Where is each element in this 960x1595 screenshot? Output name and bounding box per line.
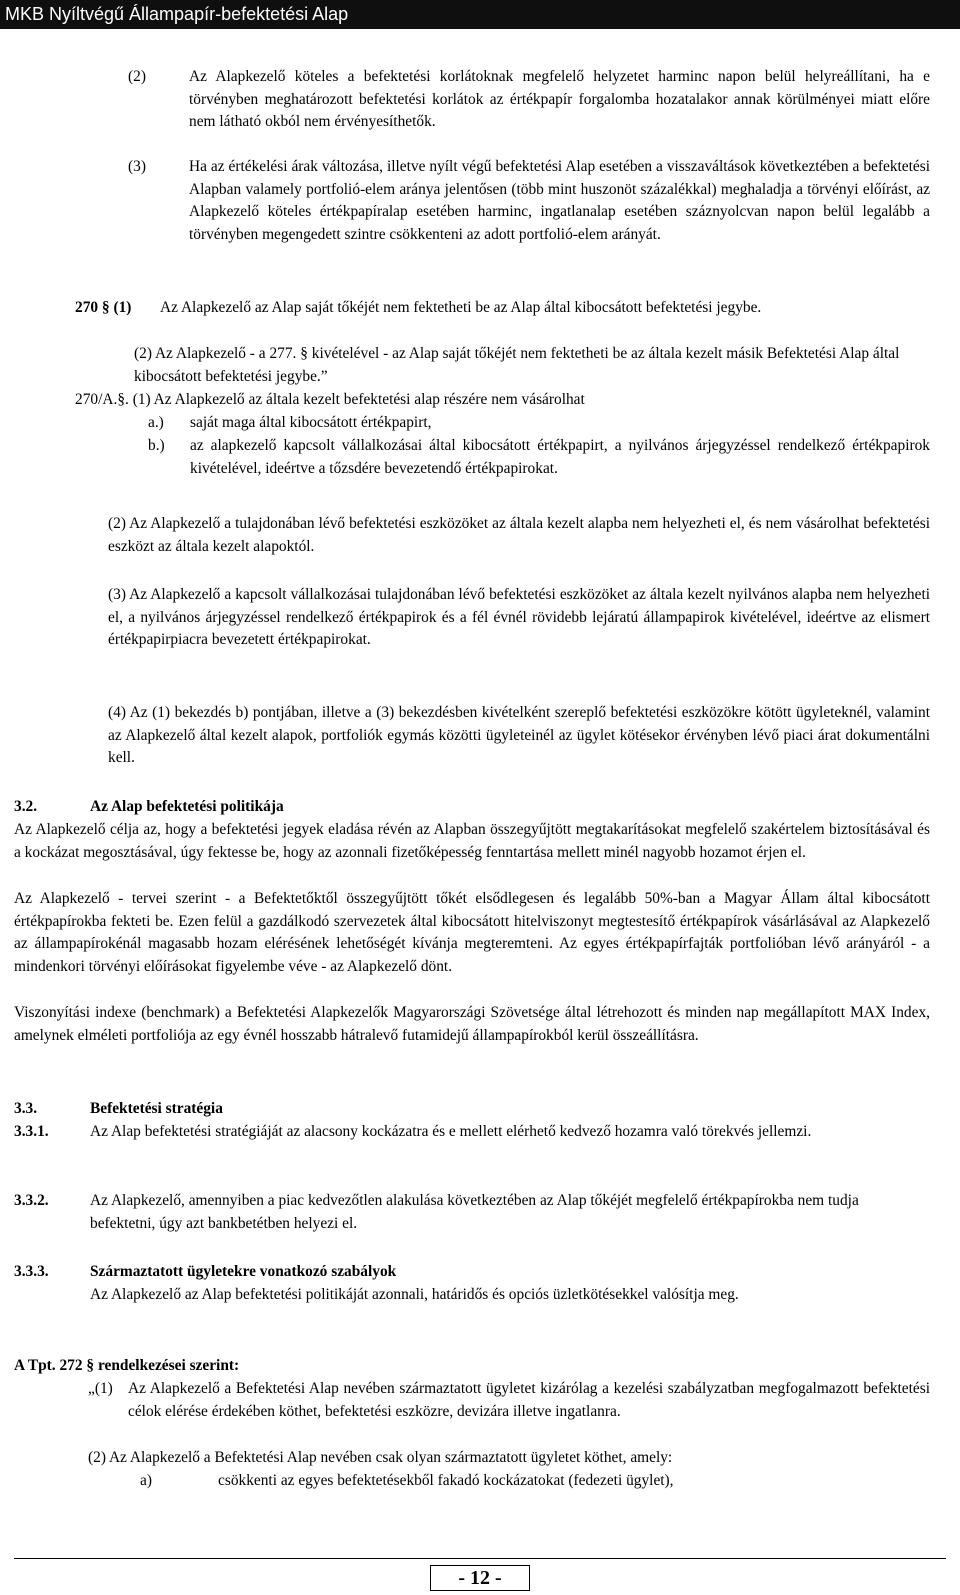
section-270-para-1: Az Alapkezelő az Alap saját tőkéjét nem fektetheti be az Alap által kibocsátott befektetési jegybe. xyxy=(160,299,762,316)
document-title: MKB Nyíltvégű Állampapír-befektetési Alap xyxy=(5,4,349,24)
sub-item-label: a) xyxy=(140,1472,152,1489)
tpt-heading: A Tpt. 272 § rendelkezései szerint: xyxy=(14,1357,240,1374)
section-number: 3.2. xyxy=(14,798,38,815)
footer-rule xyxy=(14,1558,946,1559)
subsection-title: Származtatott ügyletekre vonatkozó szabályok xyxy=(90,1263,397,1280)
subsection-text: Az Alapkezelő, amennyiben a piac kedvezőtlen alakulása következtében az Alap tőkéjét megfelelő értékpapírokba nem tudja befektetni, úgy azt bankbetétben helyezi el. xyxy=(90,1192,859,1232)
item-text: Az Alapkezelő köteles a befektetési korlátoknak megfelelő helyzetet harminc napon belül helyreállítani, ha e törvényben meghatározott befektetési korlátok az értékpapír forgalomba hozatalakor annak körülményei miatt előre nem látható okból nem érvényesíthetők. xyxy=(189,68,930,131)
paragraph: Az Alapkezelő célja az, hogy a befektetési jegyek eladása révén az Alapban összegyűjtött megtakarításokat megfelelő szakértelem biztosításával és a kockázat megosztásával, úgy fektesse be, hogy az azonnali fizetőképesség fenntartása mellett minél nagyobb hozamot érjen el. xyxy=(14,821,930,861)
sub-item-text: csökkenti az egyes befektetésekből fakadó kockázatokat (fedezeti ügylet), xyxy=(218,1472,674,1489)
section-270a-intro: 270/A.§. (1) Az Alapkezelő az általa kezelt befektetési alap részére nem vásárolhat xyxy=(75,391,585,408)
paragraph: (2) Az Alapkezelő a tulajdonában lévő befektetési eszközöket az általa kezelt alapba nem helyezheti el, és nem vásárolhat befektetési eszközt az általa kezelt alapoktól. xyxy=(108,515,930,555)
paragraph: (3) Az Alapkezelő a kapcsolt vállalkozásai tulajdonában lévő befektetési eszközöket az általa kezelt nyilvános alapba nem helyezheti el, a nyilvános árjegyzéssel rendelkező értékpapirok és a fél évnél rövidebb lejáratú állampapirok kivételével, ideértve az elismert értékpapirpiacra bevezetett értékpapirokat. xyxy=(108,586,930,649)
section-number: 3.3. xyxy=(14,1100,38,1117)
item-text: Ha az értékelési árak változása, illetve nyílt végű befektetési Alap esetében a visszaváltások következtében a befektetési Alapban valamely portfolió-elem aránya jelentősen (több mint huszonöt százalékkal) meghaladja a törvényi előírást, az Alapkezelő köteles értékpapíralap esetében harminc, ingatlanalap esetében száznyolcvan napon belül legalább a törvényben megengedett szintre csökkenteni az adott portfolió-elem arányát. xyxy=(189,158,930,243)
quoted-paragraph: Az Alapkezelő a Befektetési Alap nevében származtatott ügyletet kizárólag a kezelési szabályzatban megfogalmazott befektetési célok elérése érdekében köthet, befektetési eszközre, devizára illetve ingatlanra. xyxy=(128,1380,930,1420)
page-number: - 12 - xyxy=(430,1565,530,1591)
section-270-number: 270 § (1) xyxy=(75,299,132,316)
document-header xyxy=(0,0,960,29)
quoted-paragraph: (2) Az Alapkezelő a Befektetési Alap nevében csak olyan származtatott ügyletet köthet, amely: xyxy=(88,1449,673,1466)
sub-item-label: a.) xyxy=(148,414,164,431)
paragraph: Viszonyítási indexe (benchmark) a Befektetési Alapkezelők Magyarországi Szövetsége által létrehozott és minden nap megállapított MAX Index, amelynek elméleti portfoliója az egy évnél hosszabb hátralevő futamidejű állampapírokból kerül összeállításra. xyxy=(14,1004,930,1044)
sub-item-text: az alapkezelő kapcsolt vállalkozásai által kibocsátott értékpapirt, a nyilvános árjegyzéssel rendelkező értékpapirok kivételével, ideértve a tőzsdére bevezetendő értékpapirokat. xyxy=(190,437,930,477)
section-title: Az Alap befektetési politikája xyxy=(90,798,284,815)
section-title: Befektetési stratégia xyxy=(90,1100,223,1117)
paragraph: Az Alapkezelő - tervei szerint - a Befektetőktől összegyűjtött tőkét elsődlegesen és legalább 50%-ban a Magyar Állam által kibocsátott értékpapírokba fekteti be. Ezen felül a gazdálkodó szervezetek által kibocsátott hitelviszonyt megtestesítő értékpapírok vásárlásával az Alapkezelő az állampapírokénál magasabb hozam elérésének lehetőségét kívánja megteremteni. Az egyes értékpapírfajták portfolióban lévő arányáról - a mindenkori törvényi előírásokat figyelembe véve - az Alapkezelő dönt. xyxy=(14,890,930,975)
sub-item-text: saját maga által kibocsátott értékpapirt, xyxy=(190,414,432,431)
subsection-text: Az Alapkezelő az Alap befektetési politikáját azonnali, határidős és opciós üzletkötésekkel valósítja meg. xyxy=(90,1286,739,1303)
section-270-prefix xyxy=(75,297,131,320)
sub-item-label: b.) xyxy=(148,437,165,454)
subsection-number: 3.3.2. xyxy=(14,1192,49,1209)
subsection-number: 3.3.3. xyxy=(14,1263,49,1280)
quote-prefix: „(1) xyxy=(88,1380,113,1397)
section-270-para-2: (2) Az Alapkezelő - a 277. § kivételével - az Alap saját tőkéjét nem fektetheti be az általa kezelt másik Befektetési Alap által kibocsátott befektetési jegybe.” xyxy=(134,345,900,385)
subsection-text: Az Alap befektetési stratégiáját az alacsony kockázatra és e mellett elérhető kedvező hozamra való törekvés jellemzi. xyxy=(90,1123,812,1140)
item-number: (2) xyxy=(128,68,146,85)
paragraph: (4) Az (1) bekezdés b) pontjában, illetve a (3) bekezdésben kivételként szereplő befektetési eszközökre kötött ügyleteknél, valamint az Alapkezelő által kezelt alapok, portfoliók egymás közötti ügyleteinél az ügylet kötésekor érvényben lévő piaci árat dokumentálni kell. xyxy=(108,704,930,767)
item-number: (3) xyxy=(128,158,146,175)
subsection-number: 3.3.1. xyxy=(14,1123,49,1140)
